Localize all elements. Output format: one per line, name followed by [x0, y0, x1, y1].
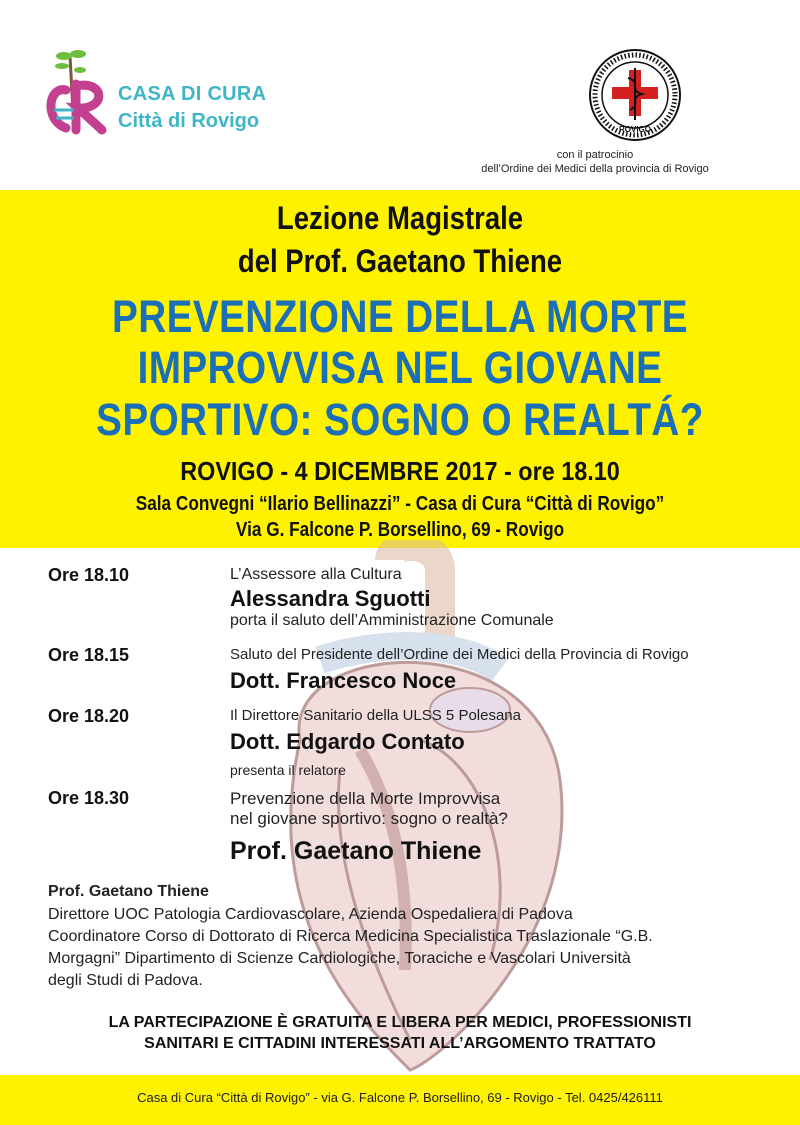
org-name-line1: CASA DI CURA	[118, 83, 267, 105]
program-speaker-4: Prof. Gaetano Thiene	[230, 837, 482, 865]
org-name-line2: Città di Rovigo	[118, 110, 260, 132]
bio-line-3: Morgagni” Dipartimento di Scienze Cardiologiche, Toraciche e Vascolari Università	[48, 950, 631, 967]
lecture-line1: Lezione Magistrale	[276, 200, 524, 236]
program-speaker-3: Dott. Edgardo Contato	[230, 729, 465, 754]
patronage-line2: dell’Ordine dei Medici della provincia di Rovigo	[481, 163, 709, 175]
seal-text: ROVIGO	[618, 125, 652, 134]
event-date: ROVIGO - 4 DICEMBRE 2017 - ore 18.10	[180, 456, 620, 486]
program-time-2: Ore 18.15	[48, 645, 130, 665]
program-intro-4a: Prevenzione della Morte Improvvisa	[230, 789, 501, 808]
bio-line-2: Coordinatore Corso di Dottorato di Ricerca Medicina Specialistica Traslazionale “G.B.	[48, 928, 653, 945]
event-venue: Sala Convegni “Ilario Bellinazzi” - Casa di Cura “Città di Rovigo”	[135, 493, 665, 515]
program-intro-4b: nel giovane sportivo: sogno o realtà?	[230, 809, 508, 828]
program-time-1: Ore 18.10	[48, 565, 130, 585]
program-note-3: presenta il relatore	[230, 762, 346, 778]
casa-di-cura-logo	[44, 46, 110, 136]
program-speaker-2: Dott. Francesco Noce	[230, 668, 457, 693]
event-address: Via G. Falcone P. Borsellino, 69 - Rovigo	[235, 519, 565, 541]
main-title-line2: IMPROVVISA NEL GIOVANE	[137, 342, 663, 393]
program-speaker-1: Alessandra Sguotti	[230, 586, 431, 611]
main-title-line3: SPORTIVO: SOGNO O REALTÁ?	[96, 394, 704, 445]
program-time-3: Ore 18.20	[48, 706, 130, 726]
notice-line1: LA PARTECIPAZIONE È GRATUITA E LIBERA PER MEDICI, PROFESSIONISTI	[108, 1014, 692, 1031]
program-intro-3: Il Direttore Sanitario della ULSS 5 Polesana	[230, 707, 521, 724]
bio-line-1: Direttore UOC Patologia Cardiovascolare, Azienda Ospedaliera di Padova	[48, 906, 573, 923]
notice-line2: SANITARI E CITTADINI INTERESSATI ALL’ARGOMENTO TRATTATO	[144, 1035, 656, 1052]
patronage-line1: con il patrocinio	[556, 149, 634, 161]
program-note-1: porta il saluto dell’Amministrazione Comunale	[230, 612, 554, 629]
program-intro-1: L’Assessore alla Cultura	[230, 566, 402, 583]
footer-contact: Casa di Cura “Città di Rovigo” - via G. Falcone P. Borsellino, 69 - Rovigo - Tel. 0425/426111	[137, 1090, 663, 1105]
program-intro-2: Saluto del Presidente dell’Ordine dei Medici della Provincia di Rovigo	[230, 646, 689, 663]
bio-name: Prof. Gaetano Thiene	[48, 883, 209, 900]
ordine-medici-seal	[588, 48, 682, 142]
lecture-line2: del Prof. Gaetano Thiene	[237, 243, 563, 279]
program-time-4: Ore 18.30	[48, 788, 130, 808]
bio-line-4: degli Studi di Padova.	[48, 972, 203, 989]
main-title-line1: PREVENZIONE DELLA MORTE	[111, 291, 689, 342]
